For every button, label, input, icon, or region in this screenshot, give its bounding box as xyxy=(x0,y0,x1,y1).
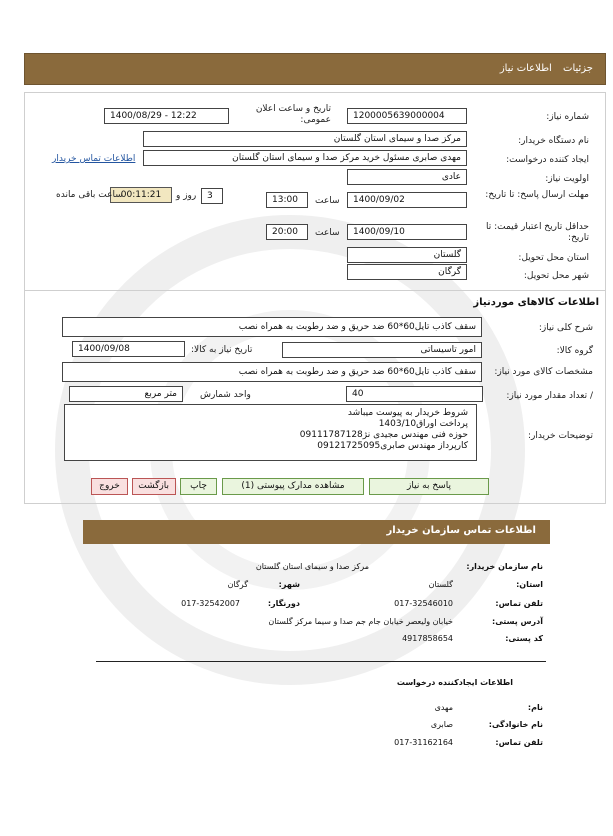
creator-family-value: صابری xyxy=(430,720,453,729)
tab-need-info[interactable]: اطلاعات نیاز xyxy=(499,63,552,74)
buyer-note-line: پرداخت اوراق1403/10 xyxy=(378,419,468,429)
contact-address-label: آدرس پستی: xyxy=(492,617,543,626)
need-date-field: 1400/09/08 xyxy=(72,341,185,357)
creator-name-label: نام: xyxy=(527,703,543,712)
quantity-field: 40 xyxy=(346,386,483,402)
creator-section-title: اطلاعات ایجادکننده درخواست xyxy=(396,678,513,687)
delivery-city-field: گرگان xyxy=(347,264,467,280)
buyer-contact-link[interactable]: اطلاعات تماس خریدار xyxy=(52,154,136,164)
creator-phone-value: 017-31162164 xyxy=(394,738,453,747)
contact-postal-label: کد پستی: xyxy=(505,634,543,643)
contact-address-value: خیابان ولیعصر خیابان جام جم صدا و سیما مرکز گلستان xyxy=(268,617,453,626)
contact-fax-value: 017-32542007 xyxy=(181,599,240,608)
contact-phone-value: 017-32546010 xyxy=(394,599,453,608)
contact-province-label: استان: xyxy=(516,580,543,589)
goods-group-field: امور تاسیساتی xyxy=(282,342,482,358)
goods-desc-label: شرح کلی نیاز: xyxy=(538,323,593,333)
delivery-city-label: شهر محل تحویل: xyxy=(523,271,589,281)
header-bar xyxy=(24,53,606,85)
price-validity-time-field: 20:00 xyxy=(266,224,308,240)
contact-org-label: نام سازمان خریدار: xyxy=(466,562,543,571)
need-number-field: 1200005639000004 xyxy=(347,108,467,124)
countdown-timer: 00:11:21 xyxy=(110,187,172,203)
back-button[interactable]: بازگشت xyxy=(132,478,176,495)
requester-label: ایجاد کننده درخواست: xyxy=(506,155,589,165)
contact-postal-value: 4917858654 xyxy=(402,634,453,643)
tab-details[interactable]: جزئیات xyxy=(563,63,593,74)
remaining-days-label: روز و xyxy=(176,191,197,201)
need-number-label: شماره نیاز: xyxy=(546,112,589,122)
announce-date-field: 1400/08/29 - 12:22 xyxy=(104,108,229,124)
remaining-days-field: 3 xyxy=(201,188,223,204)
contact-divider xyxy=(96,661,546,662)
contact-phone-label: تلفن تماس: xyxy=(495,599,543,608)
delivery-province-field: گلستان xyxy=(347,247,467,263)
price-validity-label: حداقل تاریخ اعتبار قیمت: تا تاریخ: xyxy=(486,222,589,243)
unit-label: واحد شمارش xyxy=(200,390,251,400)
requester-field: مهدی صابری مسئول خرید مرکز صدا و سیمای استان گلستان xyxy=(143,150,467,166)
buyer-notes-label: توضیحات خریدار: xyxy=(527,431,593,441)
print-button[interactable]: چاپ xyxy=(180,478,217,495)
contact-section-header xyxy=(83,520,550,544)
view-attachments-button[interactable]: مشاهده مدارک پیوستی (1) xyxy=(222,478,364,495)
priority-label: اولویت نیاز: xyxy=(545,174,589,184)
goods-group-label: گروه کالا: xyxy=(556,346,593,356)
quantity-label: / تعداد مقدار مورد نیاز: xyxy=(506,391,593,401)
delivery-province-label: استان محل تحویل: xyxy=(518,253,589,263)
deadline-date-field: 1400/09/02 xyxy=(347,192,467,208)
creator-family-label: نام خانوادگی: xyxy=(488,720,543,729)
buyer-label: نام دستگاه خریدار: xyxy=(518,136,589,146)
goods-spec-label: مشخصات کالای مورد نیاز: xyxy=(494,367,593,377)
contact-fax-label: دورنگار: xyxy=(267,599,300,608)
reply-to-need-button[interactable]: پاسخ به نیاز xyxy=(369,478,489,495)
remaining-time-label: ساعت باقی مانده xyxy=(56,190,123,200)
price-validity-date-field: 1400/09/10 xyxy=(347,224,467,240)
buyer-field: مرکز صدا و سیمای استان گلستان xyxy=(143,131,467,147)
need-date-label: تاریخ نیاز به کالا: xyxy=(191,345,253,355)
section-divider xyxy=(24,290,606,291)
contact-org-value: مرکز صدا و سیمای استان گلستان xyxy=(255,562,369,571)
buyer-note-line: حوزه فنی مهندس مجیدی نژ09111787128 xyxy=(299,430,468,440)
deadline-time-field: 13:00 xyxy=(266,192,308,208)
contact-city-label: شهر: xyxy=(278,580,300,589)
unit-field: متر مربع xyxy=(69,386,183,402)
buyer-note-line: شروط خریدار به پیوست میباشد xyxy=(347,408,468,418)
goods-section-title: اطلاعات کالاهای موردنیاز xyxy=(473,297,599,308)
priority-field: عادی xyxy=(347,169,467,185)
contact-province-value: گلستان xyxy=(428,580,453,589)
price-validity-time-label: ساعت xyxy=(315,228,340,238)
goods-desc-field: سقف کاذب تایل60*60 ضد حریق و ضد رطوبت به همراه نصب xyxy=(62,317,482,337)
deadline-time-label: ساعت xyxy=(315,196,340,206)
goods-spec-field: سقف کاذب تایل60*60 ضد حریق و ضد رطوبت به همراه نصب xyxy=(62,362,482,382)
contact-city-value: گرگان xyxy=(227,580,248,589)
buyer-notes-box xyxy=(64,404,477,461)
announce-label: تاریخ و ساعت اعلان عمومی: xyxy=(255,104,331,125)
contact-section-title: اطلاعات تماس سازمان خریدار xyxy=(386,525,536,536)
buyer-note-line: کارپرداز مهندس صابری09121725095 xyxy=(317,441,468,451)
exit-button[interactable]: خروج xyxy=(91,478,128,495)
creator-phone-label: تلفن تماس: xyxy=(495,738,543,747)
creator-name-value: مهدی xyxy=(434,703,453,712)
deadline-label: مهلت ارسال پاسخ: تا تاریخ: xyxy=(485,190,589,200)
